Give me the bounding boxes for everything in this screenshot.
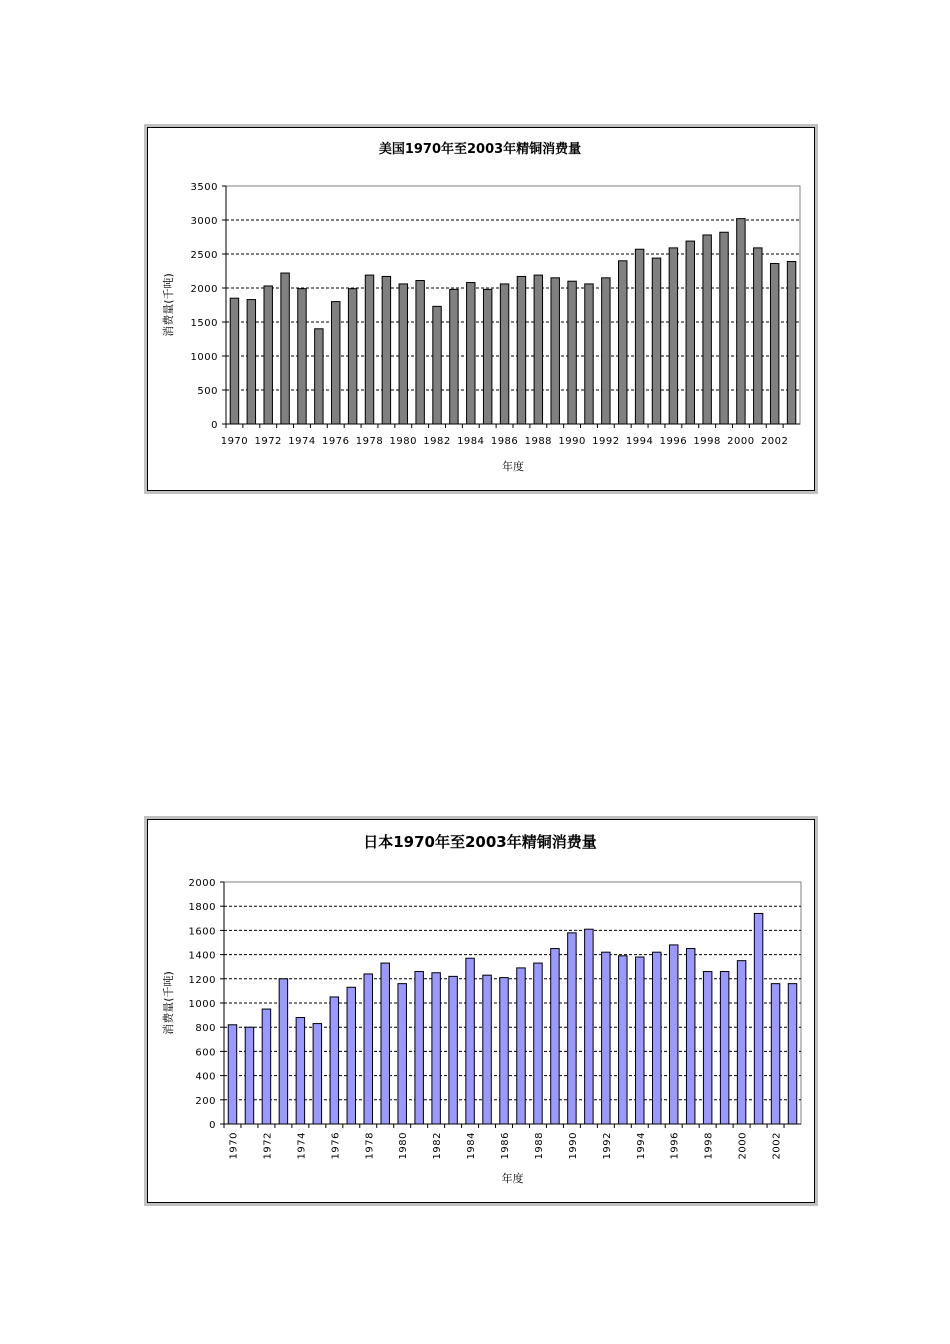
jp-bar-1992 [602,952,610,1124]
us-bar-1985 [483,289,491,424]
us-x-tick-label: 1970 [220,436,249,447]
us-chart-area [147,127,815,491]
us-bar-2002 [770,264,778,424]
us-bar-1997 [686,241,694,424]
us-x-tick-label: 1980 [389,436,417,447]
us-copper-consumption-chart [144,124,818,494]
jp-bar-2001 [754,913,762,1124]
us-bar-1989 [551,278,559,424]
us-bar-2003 [787,261,795,424]
jp-y-tick-label: 600 [195,1047,216,1059]
us-bar-1970 [230,298,238,424]
jp-x-tick-label: 1970 [228,1132,240,1160]
jp-y-tick-label: 0 [209,1120,216,1131]
us-bar-1978 [365,275,373,424]
us-x-tick-label: 1972 [254,436,282,447]
jp-bar-1990 [568,933,576,1124]
us-bar-1972 [264,286,272,424]
us-bar-1981 [416,281,424,424]
jp-y-tick-label: 200 [195,1095,216,1107]
us-bar-1998 [703,235,711,424]
jp-y-tick-label: 1400 [188,950,216,962]
jp-bar-1983 [449,976,457,1124]
jp-x-tick-label: 1976 [330,1132,342,1160]
us-y-tick-label: 1000 [190,352,218,363]
jp-x-tick-label: 1984 [466,1132,478,1160]
us-bar-1988 [534,275,542,424]
jp-y-tick-label: 2000 [188,878,216,889]
jp-x-tick-label: 1994 [635,1132,647,1160]
jp-bar-1982 [432,973,440,1124]
jp-y-tick-label: 1800 [188,902,216,914]
japan-chart-area [147,819,815,1203]
jp-bar-1987 [517,968,525,1124]
jp-bar-1971 [245,1027,253,1124]
us-bar-1984 [467,283,475,424]
us-x-tick-label: 1998 [693,436,721,447]
us-y-tick-label: 500 [197,386,218,397]
us-x-tick-label: 2000 [727,436,755,447]
us-bar-1976 [332,302,340,424]
jp-x-tick-label: 1980 [398,1132,410,1160]
jp-x-tick-label: 1978 [364,1132,376,1160]
us-y-tick-label: 3500 [190,182,218,193]
japan-chart-svg [148,820,814,1202]
us-x-tick-label: 1982 [423,436,451,447]
us-bar-1991 [585,284,593,424]
jp-bar-1973 [279,979,287,1124]
jp-y-tick-label: 400 [195,1071,216,1083]
jp-bar-1979 [381,963,389,1124]
jp-y-axis-label: 消费量(千吨) [162,971,175,1035]
jp-bar-1981 [415,972,423,1124]
jp-x-tick-label: 1988 [533,1132,545,1160]
jp-bar-2002 [771,984,779,1124]
us-bar-1977 [348,289,356,424]
us-plot-area [226,186,800,424]
us-bar-2000 [737,219,745,424]
us-bar-1982 [433,306,441,424]
jp-bar-1975 [313,1024,321,1124]
us-bar-1999 [720,232,728,424]
us-bar-1996 [669,248,677,424]
jp-x-axis-label: 年度 [501,1172,524,1185]
us-x-tick-label: 1994 [625,436,654,447]
jp-x-tick-label: 1986 [500,1132,512,1160]
jp-x-tick-label: 1992 [601,1132,613,1160]
us-bar-1992 [602,278,610,424]
us-y-tick-label: 2000 [190,284,218,295]
us-x-tick-label: 1986 [490,436,519,447]
jp-y-tick-label: 1600 [188,926,216,938]
jp-bar-1995 [653,952,661,1124]
jp-x-tick-label: 1996 [669,1132,681,1160]
us-x-tick-label: 2002 [760,436,789,447]
jp-bar-1970 [228,1025,236,1124]
us-x-tick-label: 1976 [322,436,350,447]
jp-x-tick-label: 1998 [703,1132,715,1160]
us-chart-svg [148,128,814,490]
jp-bar-1998 [703,972,711,1124]
us-x-tick-label: 1990 [558,436,586,447]
us-x-tick-label: 1996 [659,436,688,447]
us-x-axis-label: 年度 [502,460,524,473]
jp-x-tick-label: 2000 [737,1132,749,1160]
jp-bar-2000 [737,961,745,1124]
us-y-tick-label: 0 [211,420,218,431]
jp-x-tick-label: 1972 [262,1132,274,1160]
jp-bar-1989 [551,949,559,1124]
jp-x-tick-label: 1974 [296,1132,308,1160]
jp-bar-1993 [619,956,627,1124]
jp-bar-1980 [398,984,406,1124]
us-bar-1974 [298,289,306,424]
us-x-tick-label: 1978 [355,436,384,447]
us-x-tick-label: 1992 [592,436,620,447]
us-x-tick-label: 1974 [288,436,316,447]
jp-bar-1985 [483,975,491,1124]
us-bar-1980 [399,284,407,424]
us-bar-1990 [568,281,576,424]
us-bar-1993 [619,261,627,424]
us-bar-1971 [247,300,255,424]
jp-bar-1977 [347,987,355,1124]
jp-bar-1986 [500,978,508,1124]
jp-bar-1988 [534,963,542,1124]
japan-chart-title: 日本1970年至2003年精铜消费量 [363,833,597,851]
jp-bar-1984 [466,958,474,1124]
us-y-tick-label: 3000 [190,216,218,227]
jp-bar-1991 [585,929,593,1124]
jp-x-tick-label: 1990 [567,1132,579,1160]
us-chart-title: 美国1970年至2003年精铜消费量 [378,142,582,157]
jp-x-tick-label: 2002 [771,1132,783,1160]
us-bar-1995 [652,258,660,424]
jp-bar-1999 [720,972,728,1124]
us-bar-1987 [517,276,525,424]
us-bar-1973 [281,273,289,424]
us-bar-1983 [450,289,458,424]
us-y-tick-label: 2500 [190,250,218,261]
jp-y-tick-label: 1000 [188,999,216,1010]
us-y-tick-label: 1500 [190,318,218,329]
us-y-axis-label: 消费量(千吨) [162,273,175,337]
us-x-tick-label: 1988 [524,436,553,447]
us-bar-1994 [635,249,643,424]
jp-bar-1972 [262,1009,270,1124]
jp-x-tick-label: 1982 [432,1132,444,1160]
jp-bar-1994 [636,957,644,1124]
us-bar-1975 [315,329,323,424]
us-bar-1979 [382,276,390,424]
jp-bar-2003 [788,984,796,1124]
japan-copper-consumption-chart [144,816,818,1206]
jp-y-tick-label: 1200 [188,974,216,986]
jp-bar-1976 [330,997,338,1124]
jp-y-tick-label: 800 [195,1023,216,1035]
us-bar-1986 [500,284,508,424]
jp-bar-1978 [364,974,372,1124]
us-bar-2001 [754,248,762,424]
jp-bar-1974 [296,1018,304,1124]
us-x-tick-label: 1984 [457,436,485,447]
jp-bar-1996 [669,945,677,1124]
jp-bar-1997 [686,949,694,1124]
